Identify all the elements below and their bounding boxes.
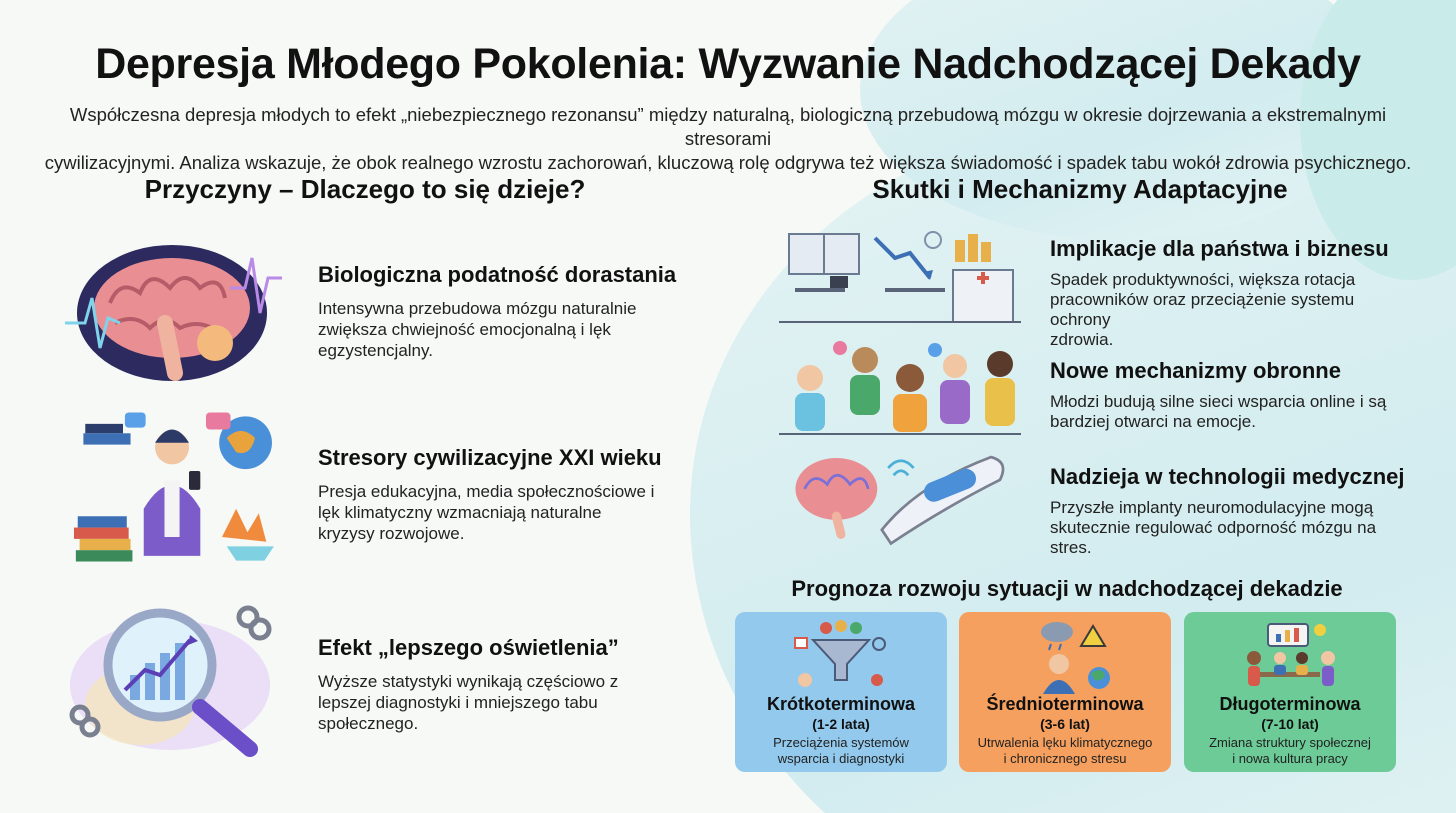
cause-item [60,595,680,765]
cause-description [318,481,663,544]
cause-title: Stresory cywilizacyjne XXI wieku [318,445,662,470]
cause-item [60,405,680,575]
cause-description [318,671,663,734]
intro-line: Współczesna depresja młodych to efekt „niebezpiecznego rezonansu” między naturalną, biologiczną przebudową mózgu w okresie dojrzewania a ekstremalnymi stresorami [69,104,1387,149]
forecast-heading: Prognoza rozwoju sytuacji w nadchodzącej dekadzie [791,576,1343,601]
effect-title: Nowe mechanizmy obronne [1050,358,1341,383]
brain-icon [60,228,285,393]
cause-title: Biologiczna podatność dorastania [318,262,677,287]
effect-item [775,228,1415,349]
forecast-card-long-term [1184,612,1396,772]
description-line: skutecznie regulować odporność mózgu na stres. [1050,518,1377,557]
description-line: kryzysy rozwojowe. [318,524,465,543]
description-line: i chronicznego stresu [1003,751,1127,766]
forecast-card-mid-term [959,612,1171,772]
intro-line: cywilizacyjnymi. Analiza wskazuje, że obok realnego wzrostu zachorowań, kluczową rolę odgrywa też większa świadomość i spadek tabu wokół zdrowia psychicznego. [44,152,1412,173]
description-line: Przyszłe implanty neuromodulacyjne mogą [1050,498,1374,517]
description-line: lęk klimatyczny wzmacniają naturalne [318,503,602,522]
cause-description [318,298,663,361]
description-line: Spadek produktywności, większa rotacja [1050,270,1356,289]
description-line: egzystencjalny. [318,341,433,360]
effect-item [775,448,1415,558]
effect-description [1050,392,1410,432]
card-description [735,735,947,767]
forecast-card-short-term [735,612,947,772]
effect-title: Implikacje dla państwa i biznesu [1050,236,1389,261]
card-range: (3-6 lat) [1040,716,1090,732]
description-line: zdrowia. [1050,330,1114,349]
description-line: i nowa kultura pracy [1232,751,1348,766]
description-line: lepszej diagnostyki i mniejszego tabu [318,693,598,712]
intro-text [40,103,1416,175]
magnifier-chart-icon [60,595,285,760]
description-line: wsparcia i diagnostyki [777,751,905,766]
effects-heading: Skutki i Mechanizmy Adaptacyjne [872,174,1288,204]
causes-heading: Przyczyny – Dlaczego to się dzieje? [144,174,586,204]
effect-item [775,338,1415,448]
description-line: zwiększa chwiejność emocjonalną i lęk [318,320,611,339]
description-line: Przeciążenia systemów [773,735,909,750]
description-line: Presja edukacyjna, media społecznościowe i [318,482,655,501]
card-range: (1-2 lata) [812,716,870,732]
workplace-culture-icon [1240,618,1340,694]
description-line: bardziej otwarci na emocje. [1050,412,1256,431]
description-line: społecznego. [318,714,419,733]
card-title: Długoterminowa [1219,694,1361,714]
brain-implant-icon [775,448,1025,548]
support-network-icon [775,338,1025,438]
description-line: pracowników oraz przeciążenie systemu ochrony [1050,290,1355,329]
description-line: Wyższe statystyki wynikają częściowo z [318,672,619,691]
card-title: Średnioterminowa [986,694,1144,714]
description-line: Zmiana struktury społecznej [1209,735,1371,750]
card-description [1184,735,1396,767]
climate-anxiety-icon [1015,618,1115,694]
description-line: Intensywna przebudowa mózgu naturalnie [318,299,637,318]
page-title: Depresja Młodego Pokolenia: Wyzwanie Nadchodzącej Dekady [95,40,1361,88]
office-economy-icon [775,228,1025,328]
funnel-icon [791,618,891,694]
effect-title: Nadzieja w technologii medycznej [1050,464,1405,489]
card-title: Krótkoterminowa [766,694,916,714]
description-line: Młodzi budują silne sieci wsparcia online i są [1050,392,1387,411]
card-range: (7-10 lat) [1261,716,1319,732]
cause-item [60,228,680,398]
student-stress-icon [60,405,285,570]
description-line: Utrwalenia lęku klimatycznego [977,735,1153,750]
cause-title: Efekt „lepszego oświetlenia” [318,635,619,660]
card-description [959,735,1171,767]
effect-description [1050,498,1410,558]
